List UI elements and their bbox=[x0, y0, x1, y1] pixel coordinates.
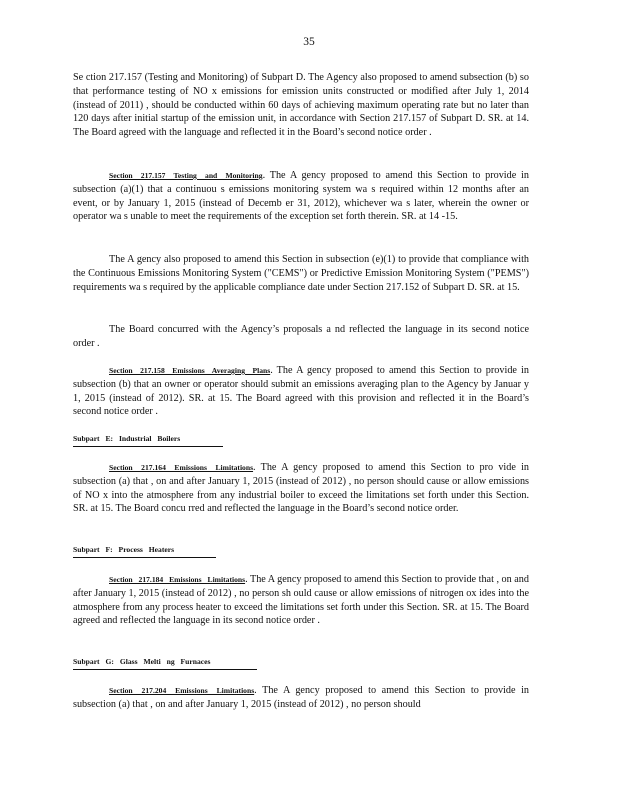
section-heading-217-158: Section 217.158 Emissions Averaging Plans bbox=[109, 366, 271, 375]
subpart-g-underline bbox=[73, 669, 257, 670]
section-heading-217-157: Section 217.157 Testing and Monitoring bbox=[109, 171, 263, 180]
paragraph-cems-pems: The A gency also proposed to amend this Section in subsection (e)(1) to provide that compliance with the Continuous Emissions Monitoring System ("CEMS") or Predictive Emission Monitoring System ("PEMS") requirements wa s required by the applicable compliance date under Section 217.152 of Subpart D. SR. at 15. bbox=[73, 254, 529, 293]
page-number: 35 bbox=[303, 36, 315, 48]
paragraph-section-217-158 bbox=[73, 364, 529, 419]
paragraph-text-217-204: . The A gency proposed to amend this Section to provide in subsection (a) that , on and after January 1, 2015 (instead of 2012) , no person should bbox=[73, 685, 529, 710]
section-heading-217-184: Section 217.184 Emissions Limitations bbox=[109, 575, 246, 584]
section-heading-217-204: Section 217.204 Emissions Limitations bbox=[109, 686, 255, 695]
paragraph-text-217-158: . The A gency proposed to amend this Section to provide in subsection (b) that an owner or operator should submit an emissions averaging plan to the Agency by Januar y 1, 2015 (instead of 2012). SR. at 15. The Board agreed with this provision and reflected it in the Board’s second notice order . bbox=[73, 365, 529, 418]
paragraph-testing-monitoring-intro: Se ction 217.157 (Testing and Monitoring) of Subpart D. The Agency also proposed to amend subsection (b) so that performance testing of NO x emissions for emission units constructed or modified after July 1, 2014 (instead of 2011) , should be conducted within 60 days of achieving maximum operating rate but no later than 120 days after initial startup of the emission unit, in accordance with Section 217.157 of Subpart D. SR. at 14. The Board agreed with the language and reflected it in the Board’s second notice order . bbox=[73, 72, 529, 139]
paragraph-section-217-184 bbox=[73, 573, 529, 628]
paragraph-text-217-164: . The A gency proposed to amend this Section to pro vide in subsection (a) that , on and after January 1, 2015 (instead of 2012) , no person should cause or allow emissions of NO x into the atmosphere from any industrial boiler to exceed the limitations set forth under this Section. SR. at 15. The Board concu rred and reflected the language in the Board’s second notice order. bbox=[73, 462, 530, 515]
paragraph-section-217-157 bbox=[73, 169, 529, 224]
subpart-f-heading: Subpart F: Process Heaters bbox=[73, 545, 175, 554]
section-heading-217-164: Section 217.164 Emissions Limitations bbox=[109, 463, 254, 472]
paragraph-board-concurred: The Board concurred with the Agency’s proposals a nd reflected the language in its second notice order . bbox=[73, 324, 529, 349]
paragraph-text-217-184: . The A gency proposed to amend this Section to provide that , on and after January 1, 2015 (instead of 2012) , no person sh ould cause or allow emissions of nitrogen ox ides into the atmosphere from any process heater to exceed the limitations set forth under this Section. SR. at 15. The Board agreed and reflected the language in its second notice order . bbox=[73, 574, 529, 627]
paragraph-section-217-164 bbox=[73, 461, 529, 516]
paragraph-text-217-157: . The A gency proposed to amend this Section to provide in subsection (a)(1) that a continuou s emissions monitoring system wa s required within 12 months after an event, or by January 1, 2015 (instead of Decemb er 31, 2012), whichever wa s later, wherein the owner or operator wa s unable to meet the requirements of the exception set forth therein. SR. at 14 -15. bbox=[73, 170, 529, 223]
subpart-f-underline bbox=[73, 557, 216, 558]
subpart-e-heading: Subpart E: Industrial Boilers bbox=[73, 434, 181, 443]
paragraph-section-217-204 bbox=[73, 684, 529, 712]
subpart-e-underline bbox=[73, 446, 223, 447]
subpart-g-heading: Subpart G: Glass Melti ng Furnaces bbox=[73, 657, 211, 666]
